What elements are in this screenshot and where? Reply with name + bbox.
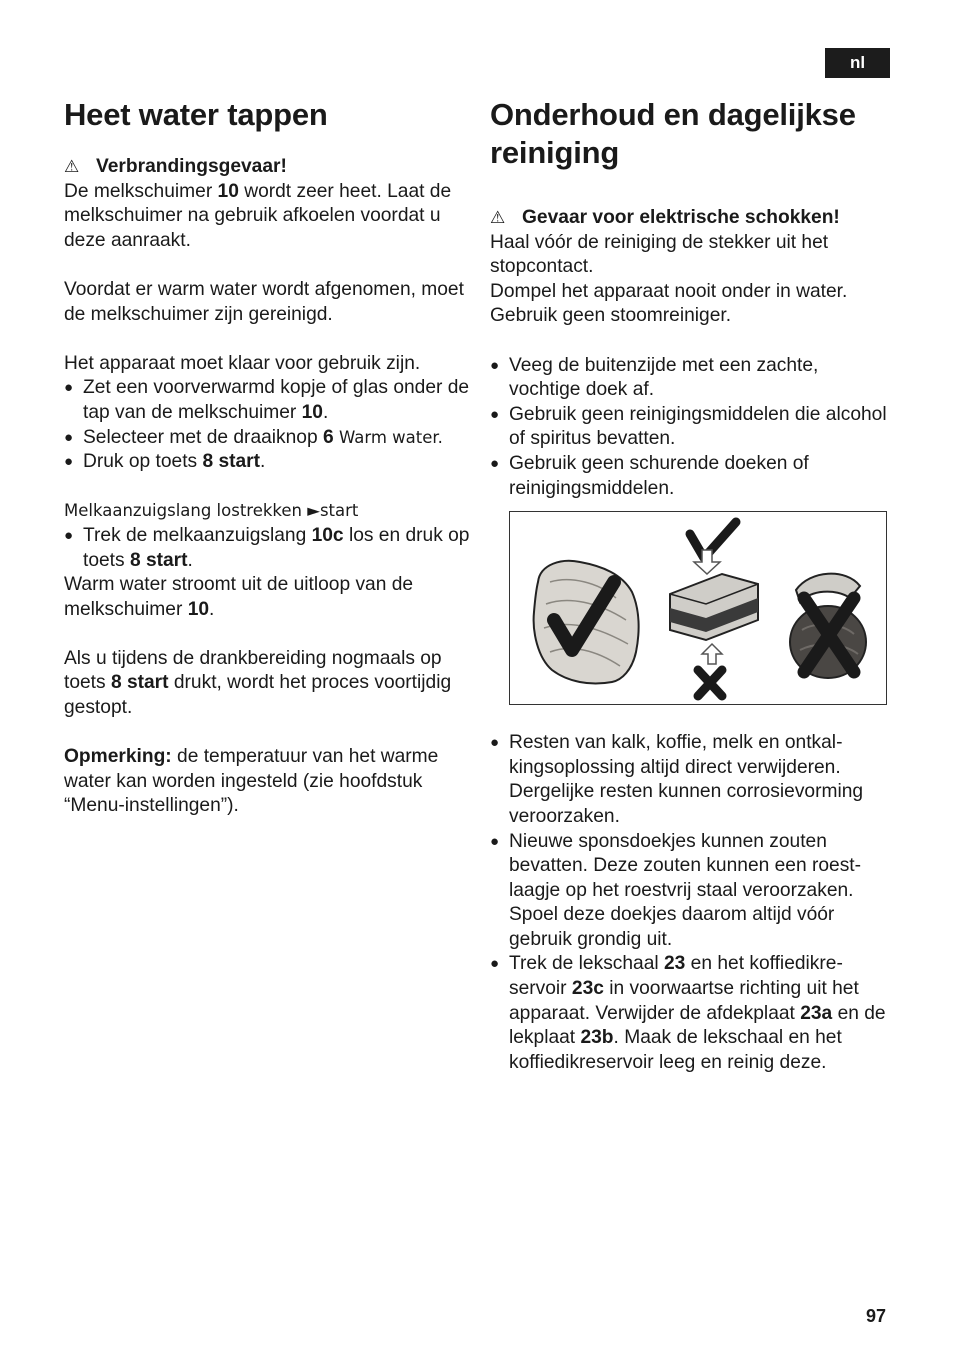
scrubber-cross-icon: [790, 574, 866, 678]
cleaning-illustration: [509, 511, 887, 705]
paragraph-stop: Als u tijdens de drankbereiding nogmaals op toets 8 start drukt, wordt het proces voortijdig gestopt.: [64, 647, 452, 719]
paragraph-cleaned: Voordat er warm water wordt afgenomen, moet de melkschuimer zijn gereinigd.: [64, 278, 464, 325]
warning-title: Gevaar voor elektrische schokken!: [522, 207, 840, 228]
list-item: ● Gebruik geen reinigingsmiddelen die alcohol of spiritus bevatten.: [490, 403, 890, 452]
paragraph-flow: Warm water stroomt uit de uitloop van de melkschuimer 10.: [64, 574, 414, 620]
warning-text-2: Dompel het apparaat nooit onder in water.: [490, 280, 848, 302]
warning-triangle-icon: ⚠: [490, 208, 506, 227]
warning-text-3: Gebruik geen stoomreiniger.: [490, 305, 732, 327]
warning-triangle-icon: ⚠: [64, 157, 80, 176]
right-column: [490, 96, 890, 1075]
warning-text: De melkschuimer 10 wordt zeer heet. Laat de melkschuimer na gebruik afkoelen voordat u deze aanraakt.: [64, 180, 452, 251]
left-column: [64, 96, 474, 819]
paragraph-ready: Het apparaat moet klaar voor gebruik zijn.: [64, 352, 421, 374]
list-item: ● Trek de melkaanzuigslang 10c los en druk op toets 8 start.: [64, 524, 474, 573]
section-title-maintenance: Onderhoud en dagelijkse reiniging: [490, 97, 856, 170]
cloth-check-icon: [534, 561, 639, 684]
warning-electric: [490, 206, 890, 231]
sponge-icon: [670, 522, 758, 696]
steps-list-2: [64, 524, 474, 573]
list-item: ● Zet een voorverwarmd kopje of glas onder de tap van de melkschuimer 10.: [64, 376, 474, 425]
list-item: ● Veeg de buitenzijde met een zachte, vochtige doek af.: [490, 354, 890, 403]
display-text-heading: Melkaanzuigslang lostrekken ►start: [64, 501, 359, 521]
warning-text-1: Haal vóór de reiniging de stekker uit het stopcontact.: [490, 231, 829, 278]
list-item: ● Trek de lekschaal 23 en het koffiedikreservoir 23c in voorwaartse richting uit het apparaat. Verwijder de afdekplaat 23a en de lekplaat 23b. Maak de lekschaal en het koffiedikreservoir leeg en reinig deze.: [490, 952, 890, 1075]
list-item: ● Gebruik geen schurende doeken of reinigingsmiddelen.: [490, 452, 890, 501]
warning-title: Verbrandingsgevaar!: [96, 156, 287, 177]
language-tab: nl: [825, 48, 890, 78]
list-item: ● Nieuwe sponsdoekjes kunnen zouten bevatten. Deze zouten kunnen een roestlaagje op het roestvrij staal veroorzaken. Spoel deze doekjes daarom altijd vóór gebruik grondig uit.: [490, 830, 890, 953]
warning-burn: [64, 155, 474, 180]
cleaning-list: [490, 354, 890, 502]
steps-list: [64, 376, 474, 474]
section-title-hot-water: Heet water tappen: [64, 97, 328, 132]
list-item: ● Selecteer met de draaiknop 6 Warm water.: [64, 426, 474, 451]
page-number: 97: [866, 1306, 887, 1326]
list-item: ● Resten van kalk, koffie, melk en ontkalkingsoplossing altijd direct verwijderen. Dergelijke resten kunnen corrosievorming veroorzaken.: [490, 731, 890, 829]
list-item: ● Druk op toets 8 start.: [64, 450, 474, 475]
note: Opmerking: de temperatuur van het warme water kan worden ingesteld (zie hoofdstuk “Menu-instellingen”).: [64, 746, 439, 817]
cleaning-list-2: [490, 731, 890, 1075]
